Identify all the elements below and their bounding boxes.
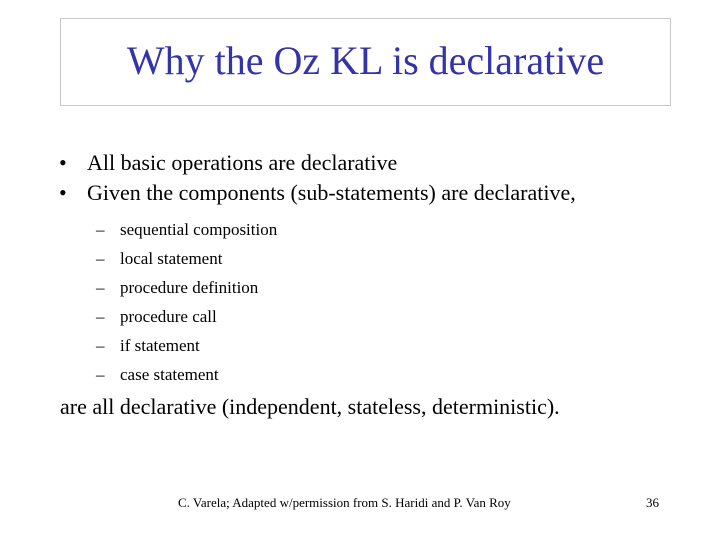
sub-item-text: case statement xyxy=(120,365,219,384)
dash-marker: – xyxy=(96,249,105,268)
sub-item-text: sequential composition xyxy=(120,220,278,239)
bullet-marker: • xyxy=(59,180,67,205)
bullet-marker: • xyxy=(59,150,67,175)
bullet-text: All basic operations are declarative xyxy=(87,150,398,175)
sub-item xyxy=(96,360,277,389)
bullet-item xyxy=(59,148,576,178)
sub-item xyxy=(96,244,277,273)
conclusion-text: are all declarative (independent, stateless, deterministic). xyxy=(60,394,560,419)
sub-item-text: procedure call xyxy=(120,307,217,326)
dash-marker: – xyxy=(96,365,105,384)
sub-list xyxy=(96,215,277,389)
title-box xyxy=(60,18,671,106)
bullet-list xyxy=(59,148,576,208)
sub-item-text: if statement xyxy=(120,336,200,355)
dash-marker: – xyxy=(96,220,105,239)
sub-item-text: local statement xyxy=(120,249,223,268)
sub-item xyxy=(96,215,277,244)
dash-marker: – xyxy=(96,307,105,326)
sub-item-text: procedure definition xyxy=(120,278,259,297)
dash-marker: – xyxy=(96,278,105,297)
bullet-item xyxy=(59,178,576,208)
footer-credit: C. Varela; Adapted w/permission from S. Haridi and P. Van Roy xyxy=(178,495,511,510)
slide-title: Why the Oz KL is declarative xyxy=(126,37,605,83)
sub-item xyxy=(96,273,277,302)
dash-marker: – xyxy=(96,336,105,355)
sub-item xyxy=(96,302,277,331)
sub-item xyxy=(96,331,277,360)
page-number: 36 xyxy=(646,495,659,510)
bullet-text: Given the components (sub-statements) are declarative, xyxy=(87,180,576,205)
